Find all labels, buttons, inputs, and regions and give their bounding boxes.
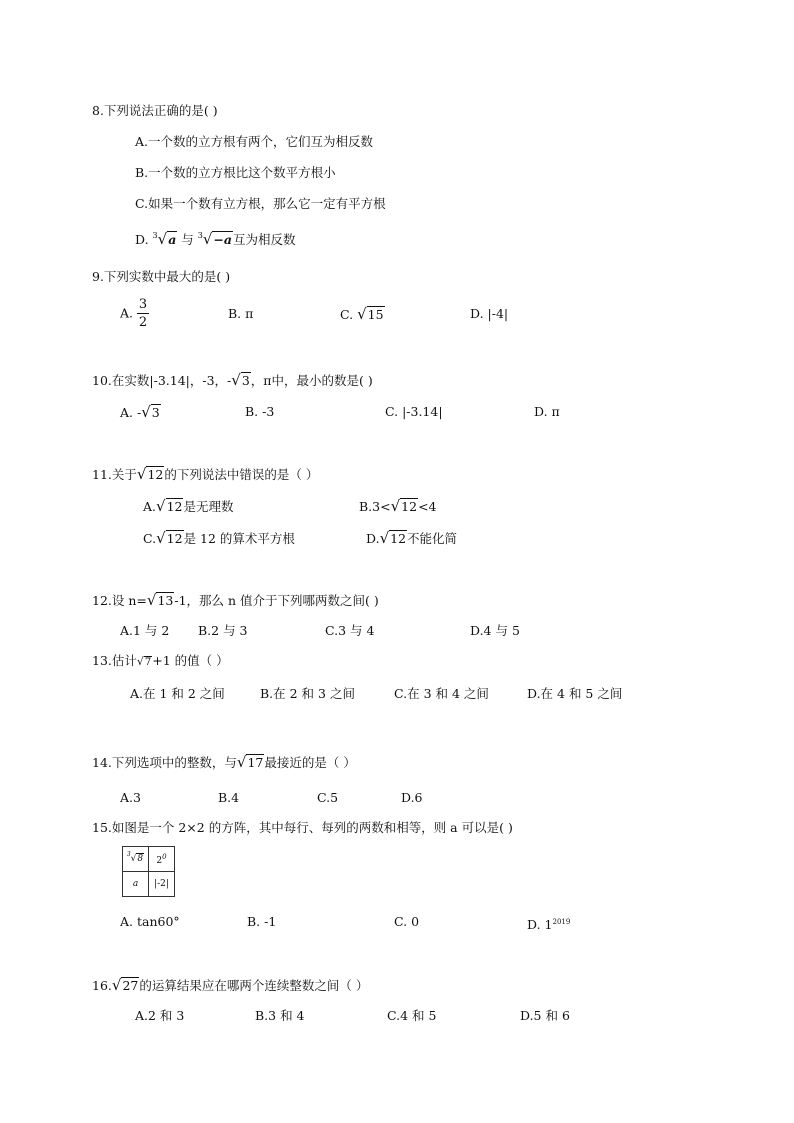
matrix-2x2 <box>122 846 175 897</box>
q16-stem: 16.√27的运算结果应在哪两个连续整数之间（ ） <box>92 976 369 994</box>
q9-option-b: B. π <box>228 306 254 321</box>
q14-stem: 14.下列选项中的整数，与√17最接近的是（ ） <box>92 753 356 771</box>
q14-option-c: C.5 <box>317 790 339 805</box>
q15-stem: 15.如图是一个 2×2 的方阵，其中每行、每列的两数和相等，则 a 可以是( ) <box>92 820 513 835</box>
q9-option-c: C. √15 <box>340 305 384 323</box>
q9-option-d: D. |-4| <box>470 306 509 321</box>
q12-option-c: C.3 与 4 <box>325 623 375 638</box>
matrix-cell-bottom-right: |-2| <box>149 872 175 897</box>
matrix-cell-top-left: $^3$√8 <box>123 847 149 872</box>
q15-option-d: D. $1^{2019}$ <box>527 917 571 933</box>
q16-option-a: A.2 和 3 <box>135 1008 185 1023</box>
q11-option-c: C.√12是 12 的算术平方根 <box>143 529 295 547</box>
q16-option-c: C.4 和 5 <box>387 1008 437 1023</box>
matrix-cell-bottom-left: a <box>123 872 149 897</box>
q10-option-a: A. -√3 <box>120 403 160 421</box>
q10-option-d: D. π <box>534 404 560 419</box>
q14-option-b: B.4 <box>218 790 240 805</box>
q11-option-a: A.√12是无理数 <box>143 497 234 515</box>
q8-option-b: B.一个数的立方根比这个数平方根小 <box>135 165 336 180</box>
q12-stem: 12.设 n=√13-1，那么 n 值介于下列哪两数之间( ) <box>92 591 379 609</box>
q12-option-a: A.1 与 2 <box>120 623 170 638</box>
q11-option-b: B.3<√12<4 <box>359 497 437 515</box>
q8-stem: 8.下列说法正确的是( ) <box>92 103 218 118</box>
q11-option-d: D.√12不能化简 <box>366 529 458 547</box>
q15-option-c: C. 0 <box>394 914 420 929</box>
q11-stem: 11.关于√12的下列说法中错误的是（ ） <box>92 465 319 483</box>
q9-option-a: A. $\frac{3}{2}$ <box>120 297 148 330</box>
q14-option-d: D.6 <box>401 790 423 805</box>
q13-stem: 13.估计√7+1 的值（ ） <box>92 653 229 668</box>
q9-stem: 9.下列实数中最大的是( ) <box>92 269 231 284</box>
q13-option-a: A.在 1 和 2 之间 <box>130 686 225 701</box>
q8-option-c: C.如果一个数有立方根，那么它一定有平方根 <box>135 196 386 211</box>
q14-option-a: A.3 <box>120 790 141 805</box>
matrix-cell-top-right: $2^0$ <box>149 847 175 872</box>
q15-option-b: B. -1 <box>247 914 277 929</box>
q13-option-b: B.在 2 和 3 之间 <box>260 686 355 701</box>
q13-option-d: D.在 4 和 5 之间 <box>527 686 623 701</box>
q8-option-a: A.一个数的立方根有两个，它们互为相反数 <box>135 134 374 149</box>
q8-option-d: D. $^3$√a 与 $^3$√−a互为相反数 <box>135 230 296 248</box>
q12-option-b: B.2 与 3 <box>198 623 248 638</box>
q10-option-b: B. -3 <box>245 404 275 419</box>
q10-stem: 10.在实数|-3.14|，-3，-√3，π中，最小的数是( ) <box>92 371 373 389</box>
q10-option-c: C. |-3.14| <box>385 404 443 419</box>
q15-option-a: A. tan60° <box>120 914 180 929</box>
q16-option-d: D.5 和 6 <box>520 1008 570 1023</box>
q12-option-d: D.4 与 5 <box>470 623 520 638</box>
q16-option-b: B.3 和 4 <box>255 1008 305 1023</box>
q13-option-c: C.在 3 和 4 之间 <box>394 686 489 701</box>
